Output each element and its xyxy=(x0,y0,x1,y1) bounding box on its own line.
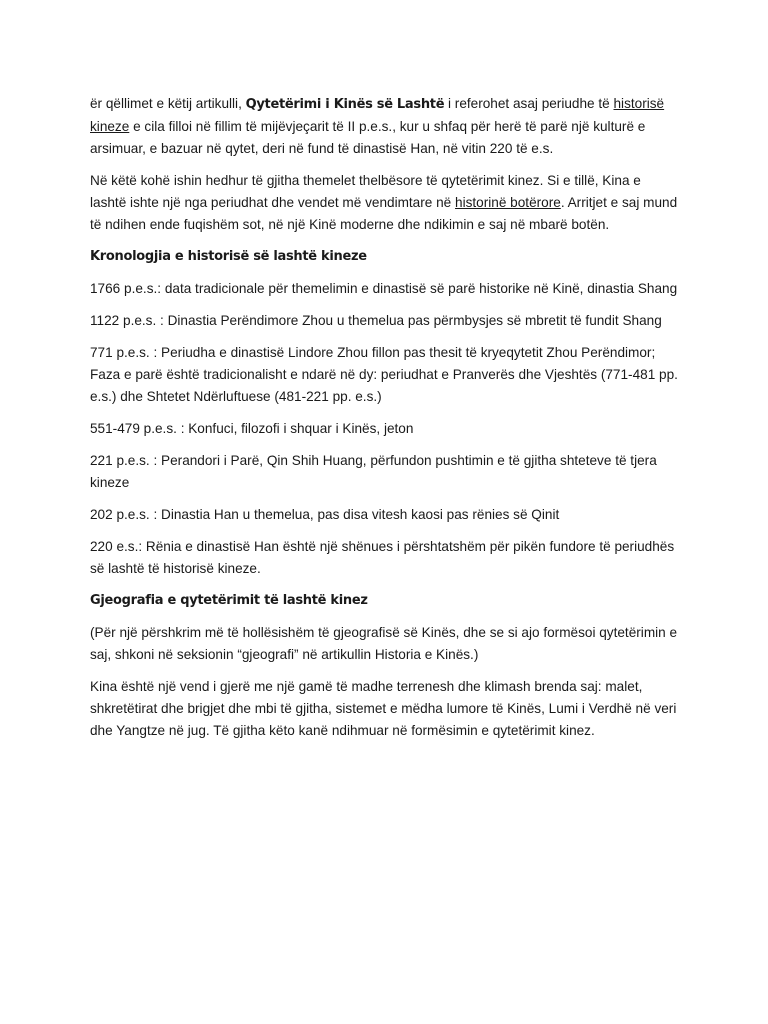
timeline-entry: 202 p.e.s. : Dinastia Han u themelua, pas disa vitesh kaosi pas rënies së Qinit xyxy=(90,507,560,522)
timeline-entry: 1766 p.e.s.: data tradicionale për themelimin e dinastisë së parë historike në Kinë, dinastia Shang xyxy=(90,281,678,296)
timeline-entry: 1122 p.e.s. : Dinastia Perëndimore Zhou u themelua pas përmbysjes së mbretit të fundit Shang xyxy=(90,313,662,328)
section-heading-chronology: Kronologjia e historisë së lashtë kineze xyxy=(90,249,367,264)
timeline-entry: 221 p.e.s. : Perandori i Parë, Qin Shih Huang, përfundon pushtimin e të gjitha shteteve të tjera kineze xyxy=(90,453,657,490)
para2-after-link: . Arritjet e saj mund të ndihen ende fuqishëm sot, në një Kinë moderne dhe ndikimin e saj në mbarë botën. xyxy=(90,195,678,232)
timeline-entry: 771 p.e.s. : Periudha e dinastisë Lindore Zhou fillon pas thesit të kryeqytetit Zhou Perëndimor; Faza e parë është tradicionalisht e ndarë në dy: periudhat e Pranverës dhe Vjeshtës (771-481 pp. e.s.) dhe Shtetet Ndërluftuese (481-221 pp. e.s.) xyxy=(90,345,678,404)
paragraph-2 xyxy=(90,170,680,236)
geography-paragraph: (Për një përshkrim më të hollësishëm të gjeografisë së Kinës, dhe se si ajo formësoi qytetërimin e saj, shkoni në seksionin “gjeografi” në artikullin Historia e Kinës.) xyxy=(90,625,678,662)
link-historise-kineze[interactable]: historisë kineze xyxy=(90,96,665,134)
intro-pre-title: ër qëllimet e këtij artikulli, xyxy=(90,96,246,111)
document-page xyxy=(90,93,680,752)
intro-rest: e cila filloi në fillim të mijëvjeçarit të II p.e.s., kur u shfaq për herë të parë një kulturë e arsimuar, e bazuar në qytet, deri në fund të dinastisë Han, në vitin 220 të e.s. xyxy=(90,119,646,156)
intro-paragraph xyxy=(90,93,680,160)
intro-after-title: i referohet asaj periudhe të xyxy=(444,96,614,111)
article-title-inline: Qytetërimi i Kinës së Lashtë xyxy=(245,97,445,112)
link-historine-boterore[interactable]: historinë botërore xyxy=(455,195,561,210)
geography-paragraph: Kina është një vend i gjerë me një gamë të madhe terrenesh dhe klimash brenda saj: malet, shkretëtirat dhe brigjet dhe mbi të gjitha, sistemet e mëdha lumore të Kinës, Lumi i Verdhë në veri dhe Yangtze në jug. Të gjitha këto kanë ndihmuar në formësimin e qytetërimit kinez. xyxy=(90,679,677,738)
timeline-entry: 220 e.s.: Rënia e dinastisë Han është një shënues i përshtatshëm për pikën fundore të periudhës së lashtë të historisë kineze. xyxy=(90,539,675,576)
section-heading-geography: Gjeografia e qytetërimit të lashtë kinez xyxy=(90,593,368,608)
para2-before-link: Në këtë kohë ishin hedhur të gjitha themelet thelbësore të qytetërimit kinez. Si e tillë, Kina e lashtë ishte një nga periudhat dhe vendet më vendimtare në xyxy=(90,173,641,210)
timeline-entry: 551-479 p.e.s. : Konfuci, filozofi i shquar i Kinës, jeton xyxy=(90,421,414,436)
